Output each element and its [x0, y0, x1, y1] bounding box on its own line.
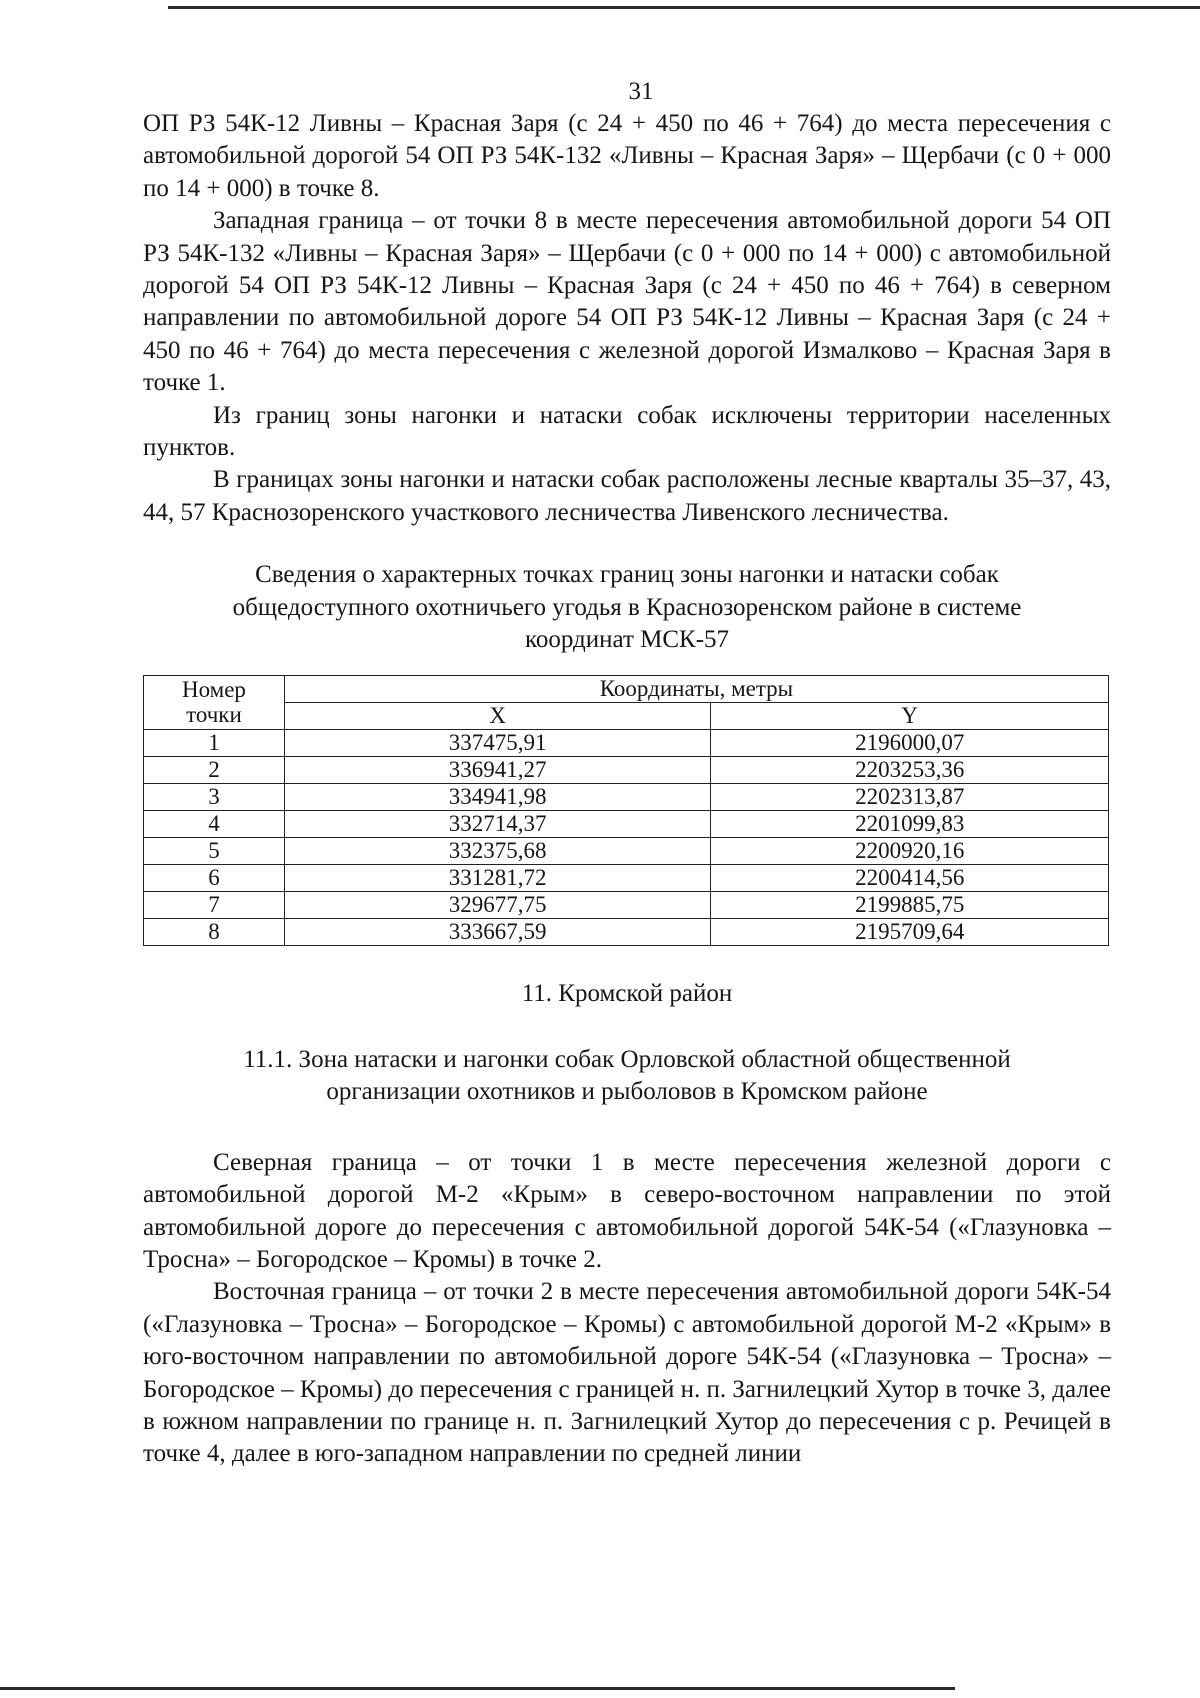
cell-x: 332375,68: [284, 837, 711, 864]
cell-y: 2200920,16: [711, 837, 1109, 864]
cell-y: 2202313,87: [711, 783, 1109, 810]
cell-y: 2196000,07: [711, 729, 1109, 756]
table-caption-line: Сведения о характерных точках границ зоны нагонки и натаски собак: [255, 561, 999, 589]
cell-x: 332714,37: [284, 810, 711, 837]
section-heading-line: организации охотников и рыболовов в Кромском районе: [326, 1078, 928, 1106]
cell-point-number: 8: [144, 918, 285, 945]
cell-y: 2195709,64: [711, 918, 1109, 945]
cell-point-number: 1: [144, 729, 285, 756]
table-caption: [143, 559, 1111, 656]
table-body: [144, 729, 1109, 945]
cell-point-number: 6: [144, 864, 285, 891]
table-caption-line: общедоступного охотничьего угодья в Краснозоренском районе в системе: [232, 593, 1022, 621]
cell-x: 337475,91: [284, 729, 711, 756]
table-row: [144, 918, 1109, 945]
cell-point-number: 5: [144, 837, 285, 864]
cell-point-number: 3: [144, 783, 285, 810]
paragraph-western-boundary: Западная граница – от точки 8 в месте пересечения автомобильной дороги 54 ОП РЗ 54К-132 «Ливны – Красная Заря» – Щербачи (с 0 + 000 по 14 + 000) с автомобильной дорогой 54 ОП РЗ 54К-12 Ливны – Красная Заря (с 24 + 450 по 46 + 764) в северном направлении по автомобильной дороге 54 ОП РЗ 54К-12 Ливны – Красная Заря (с 24 + 450 по 46 + 764) до места пересечения с железной дорогой Измалково – Красная Заря в точке 1.: [143, 207, 1111, 397]
cell-x: 329677,75: [284, 891, 711, 918]
paragraph-northern-boundary: Северная граница – от точки 1 в месте пересечения железной дороги с автомобильной дорогой М-2 «Крым» в северо-восточном направлении по этой автомобильной дороге до пересечения с автомобильной дорогой 54К-54 («Глазуновка – Тросна» – Богородское – Кромы) в точке 2.: [143, 1148, 1111, 1273]
cell-point-number: 4: [144, 810, 285, 837]
table-row: [144, 783, 1109, 810]
cell-point-number: 7: [144, 891, 285, 918]
paragraph-forest-quarters: В границах зоны нагонки и натаски собак расположены лесные кварталы 35–37, 43, 44, 57 Краснозоренского участкового лесничества Ливенского лесничества.: [143, 466, 1111, 526]
cell-y: 2199885,75: [711, 891, 1109, 918]
table-row: [144, 864, 1109, 891]
paragraph-continuation: ОП РЗ 54К-12 Ливны – Красная Заря (с 24 + 450 по 46 + 764) до места пересечения с автомобильной дорогой 54 ОП РЗ 54К-132 «Ливны – Красная Заря» – Щербачи (с 0 + 000 по 14 + 000) в точке 8.: [143, 110, 1111, 202]
header-y: Y: [711, 702, 1109, 729]
cell-x: 334941,98: [284, 783, 711, 810]
section-heading: [143, 1044, 1111, 1109]
coordinates-table: [143, 675, 1109, 946]
scan-edge-bottom: [0, 1687, 955, 1690]
cell-x: 333667,59: [284, 918, 711, 945]
header-x: X: [284, 702, 711, 729]
cell-y: 2201099,83: [711, 810, 1109, 837]
table-row: [144, 837, 1109, 864]
cell-x: 336941,27: [284, 756, 711, 783]
paragraph-excluded-territories: Из границ зоны нагонки и натаски собак исключены территории населенных пунктов.: [143, 401, 1111, 462]
table-row: [144, 810, 1109, 837]
document-page: [143, 76, 1111, 1471]
paragraph-eastern-boundary: Восточная граница – от точки 2 в месте пересечения автомобильной дороги 54К-54 («Глазуновка – Тросна» – Богородское – Кромы) с автомобильной дорогой М-2 «Крым» в юго-восточном направлении по автомобильной дороге 54К-54 («Глазуновка – Тросна» – Богородское – Кромы) до пересечения с границей н. п. Загнилецкий Хутор в точке 3, далее в южном направлении по границе н. п. Загнилецкий Хутор до пересечения с р. Речицей в точке 4, далее в юго-западном направлении по средней линии: [143, 1278, 1111, 1468]
table-caption-line: координат МСК-57: [524, 626, 730, 654]
table-row: [144, 756, 1109, 783]
cell-y: 2200414,56: [711, 864, 1109, 891]
table-row: [144, 729, 1109, 756]
header-coordinates: Координаты, метры: [284, 675, 1108, 702]
district-heading: 11. Кромской район: [521, 979, 733, 1007]
cell-x: 331281,72: [284, 864, 711, 891]
cell-y: 2203253,36: [711, 756, 1109, 783]
table-row: [144, 891, 1109, 918]
section-heading-line: 11.1. Зона натаски и нагонки собак Орловской областной общественной: [243, 1045, 1011, 1073]
cell-point-number: 2: [144, 756, 285, 783]
scan-edge-top: [168, 6, 1200, 9]
page-number: 31: [628, 78, 654, 105]
header-point-number: Номер точки: [144, 675, 285, 729]
